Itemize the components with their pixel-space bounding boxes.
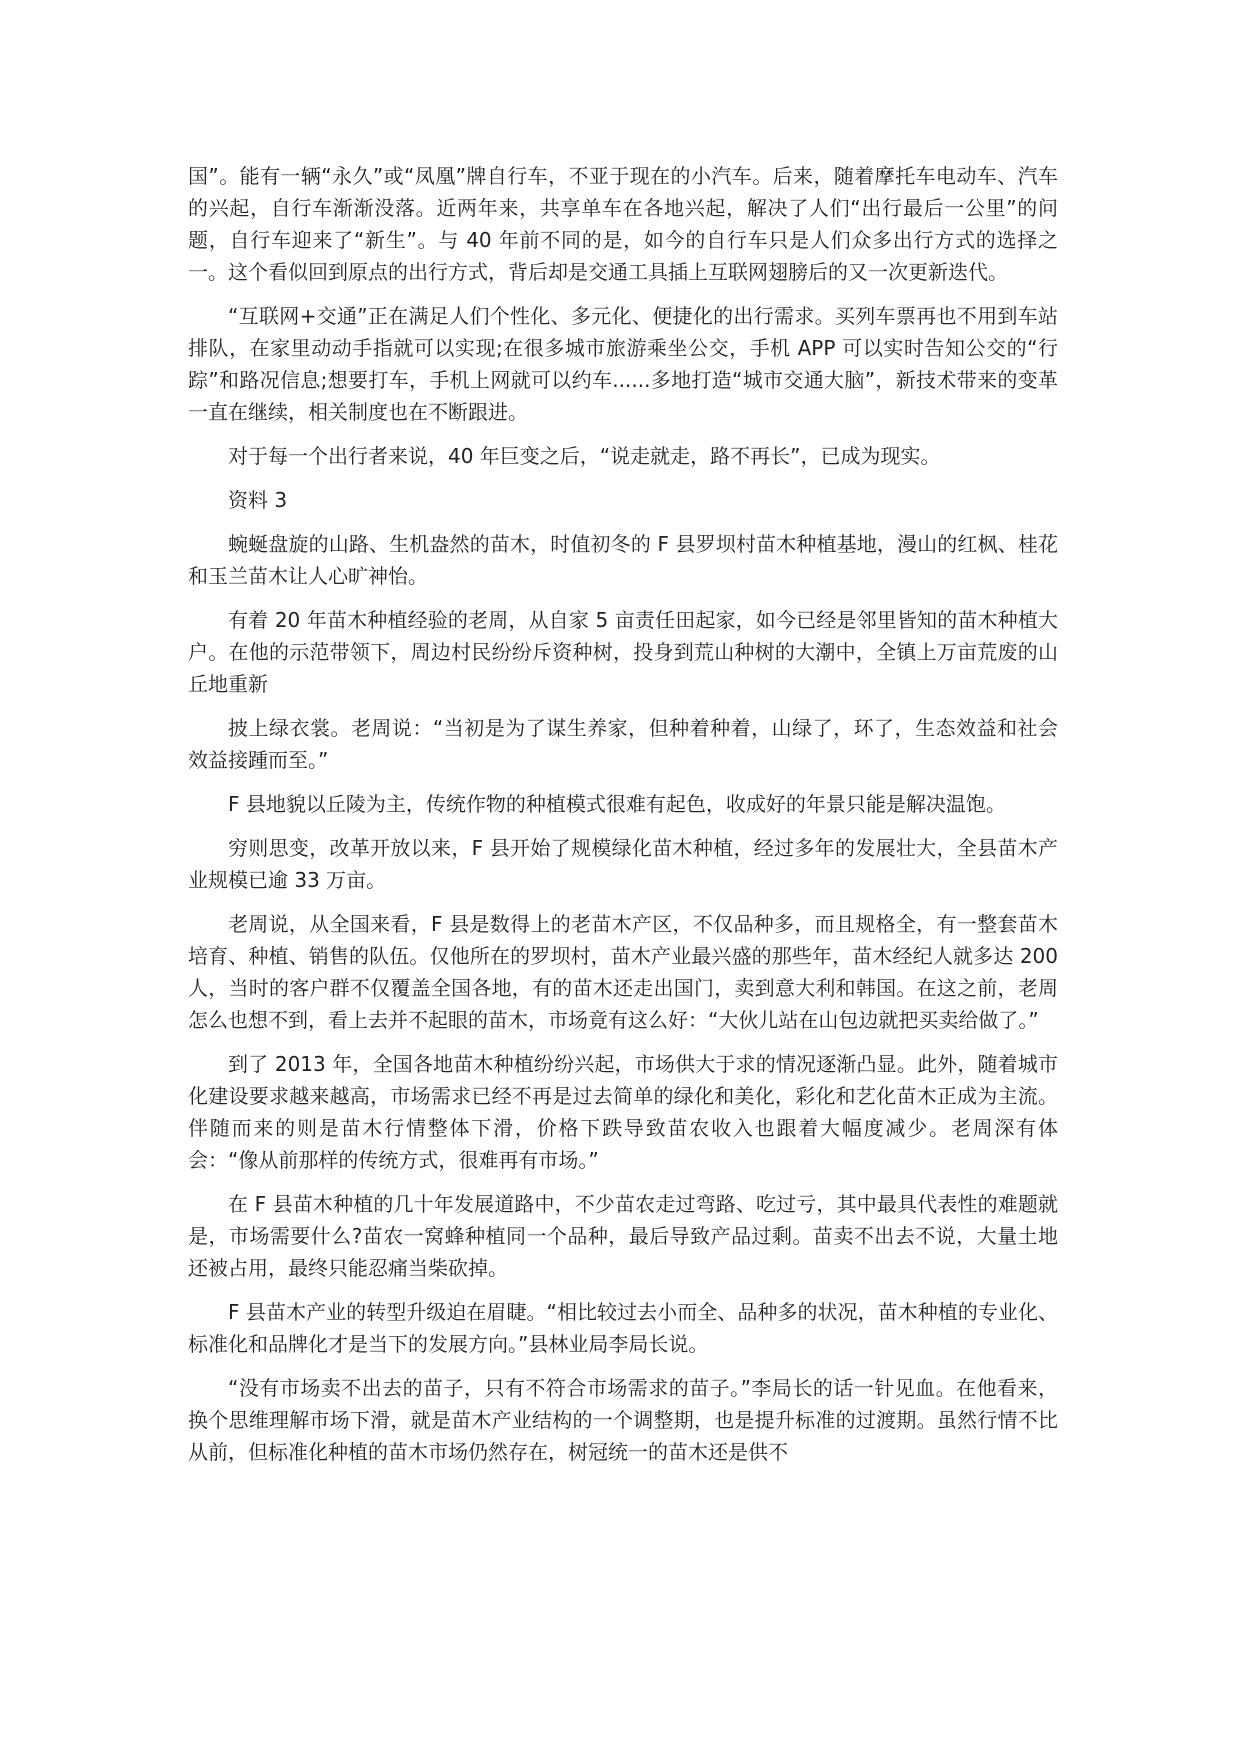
paragraph: 披上绿衣裳。老周说：“当初是为了谋生养家，但种着种着，山绿了，环了，生态效益和社会效益接踵而至。” [188,716,1058,772]
section-heading: 资料 3 [228,488,288,512]
paragraph: 老周说，从全国来看，F 县是数得上的老苗木产区，不仅品种多，而且规格全，有一整套苗木培育、种植、销售的队伍。仅他所在的罗坝村，苗木产业最兴盛的那些年，苗木经纪人就多达 200 人，当时的客户群不仅覆盖全国各地，有的苗木还走出国门，卖到意大利和韩国。在这之前，老周怎么也想不到，看上去并不起眼的苗木，市场竟有这么好：“大伙儿站在山包边就把买卖给做了。” [188,912,1058,1032]
paragraph: F 县苗木产业的转型升级迫在眉睫。“相比较过去小而全、品种多的状况，苗木种植的专业化、标准化和品牌化才是当下的发展方向。”县林业局李局长说。 [188,1300,1058,1356]
paragraph: 有着 20 年苗木种植经验的老周，从自家 5 亩责任田起家，如今已经是邻里皆知的苗木种植大户。在他的示范带领下，周边村民纷纷斥资种树，投身到荒山种树的大潮中，全镇上万亩荒废的山丘地重新 [188,608,1058,696]
paragraph: “互联网+交通”正在满足人们个性化、多元化、便捷化的出行需求。买列车票再也不用到车站排队，在家里动动手指就可以实现;在很多城市旅游乘坐公交，手机 APP 可以实时告知公交的“行踪”和路况信息;想要打车，手机上网就可以约车......多地打造“城市交通大脑”，新技术带来的变革一直在继续，相关制度也在不断跟进。 [188,304,1058,424]
paragraph: “没有市场卖不出去的苗子，只有不符合市场需求的苗子。”李局长的话一针见血。在他看来，换个思维理解市场下滑，就是苗木产业结构的一个调整期，也是提升标准的过渡期。虽然行情不比从前，但标准化种植的苗木市场仍然存在，树冠统一的苗木还是供不 [188,1376,1058,1464]
paragraph: 对于每一个出行者来说，40 年巨变之后，“说走就走，路不再长”，已成为现实。 [228,444,941,468]
paragraph: 蜿蜒盘旋的山路、生机盎然的苗木，时值初冬的 F 县罗坝村苗木种植基地，漫山的红枫、桂花和玉兰苗木让人心旷神怡。 [188,532,1058,588]
paragraph: 到了 2013 年，全国各地苗木种植纷纷兴起，市场供大于求的情况逐渐凸显。此外，随着城市化建设要求越来越高，市场需求已经不再是过去简单的绿化和美化，彩化和艺化苗木正成为主流。伴随而来的则是苗木行情整体下滑，价格下跌导致苗农收入也跟着大幅度减少。老周深有体会：“像从前那样的传统方式，很难再有市场。” [188,1052,1058,1172]
paragraph-continued: 国”。能有一辆“永久”或“凤凰”牌自行车，不亚于现在的小汽车。后来，随着摩托车电动车、汽车的兴起，自行车渐渐没落。近两年来，共享单车在各地兴起，解决了人们“出行最后一公里”的问题，自行车迎来了“新生”。与 40 年前不同的是，如今的自行车只是人们众多出行方式的选择之一。这个看似回到原点的出行方式，背后却是交通工具插上互联网翅膀后的又一次更新迭代。 [188,164,1058,284]
paragraph: 在 F 县苗木种植的几十年发展道路中，不少苗农走过弯路、吃过亏，其中最具代表性的难题就是，市场需要什么?苗农一窝蜂种植同一个品种，最后导致产品过剩。苗卖不出去不说，大量土地还被占用，最终只能忍痛当柴砍掉。 [188,1192,1058,1280]
paragraph: F 县地貌以丘陵为主，传统作物的种植模式很难有起色，收成好的年景只能是解决温饱。 [228,792,1006,816]
document-body [188,160,1058,1480]
paragraph: 穷则思变，改革开放以来，F 县开始了规模绿化苗木种植，经过多年的发展壮大，全县苗木产业规模已逾 33 万亩。 [188,836,1058,892]
